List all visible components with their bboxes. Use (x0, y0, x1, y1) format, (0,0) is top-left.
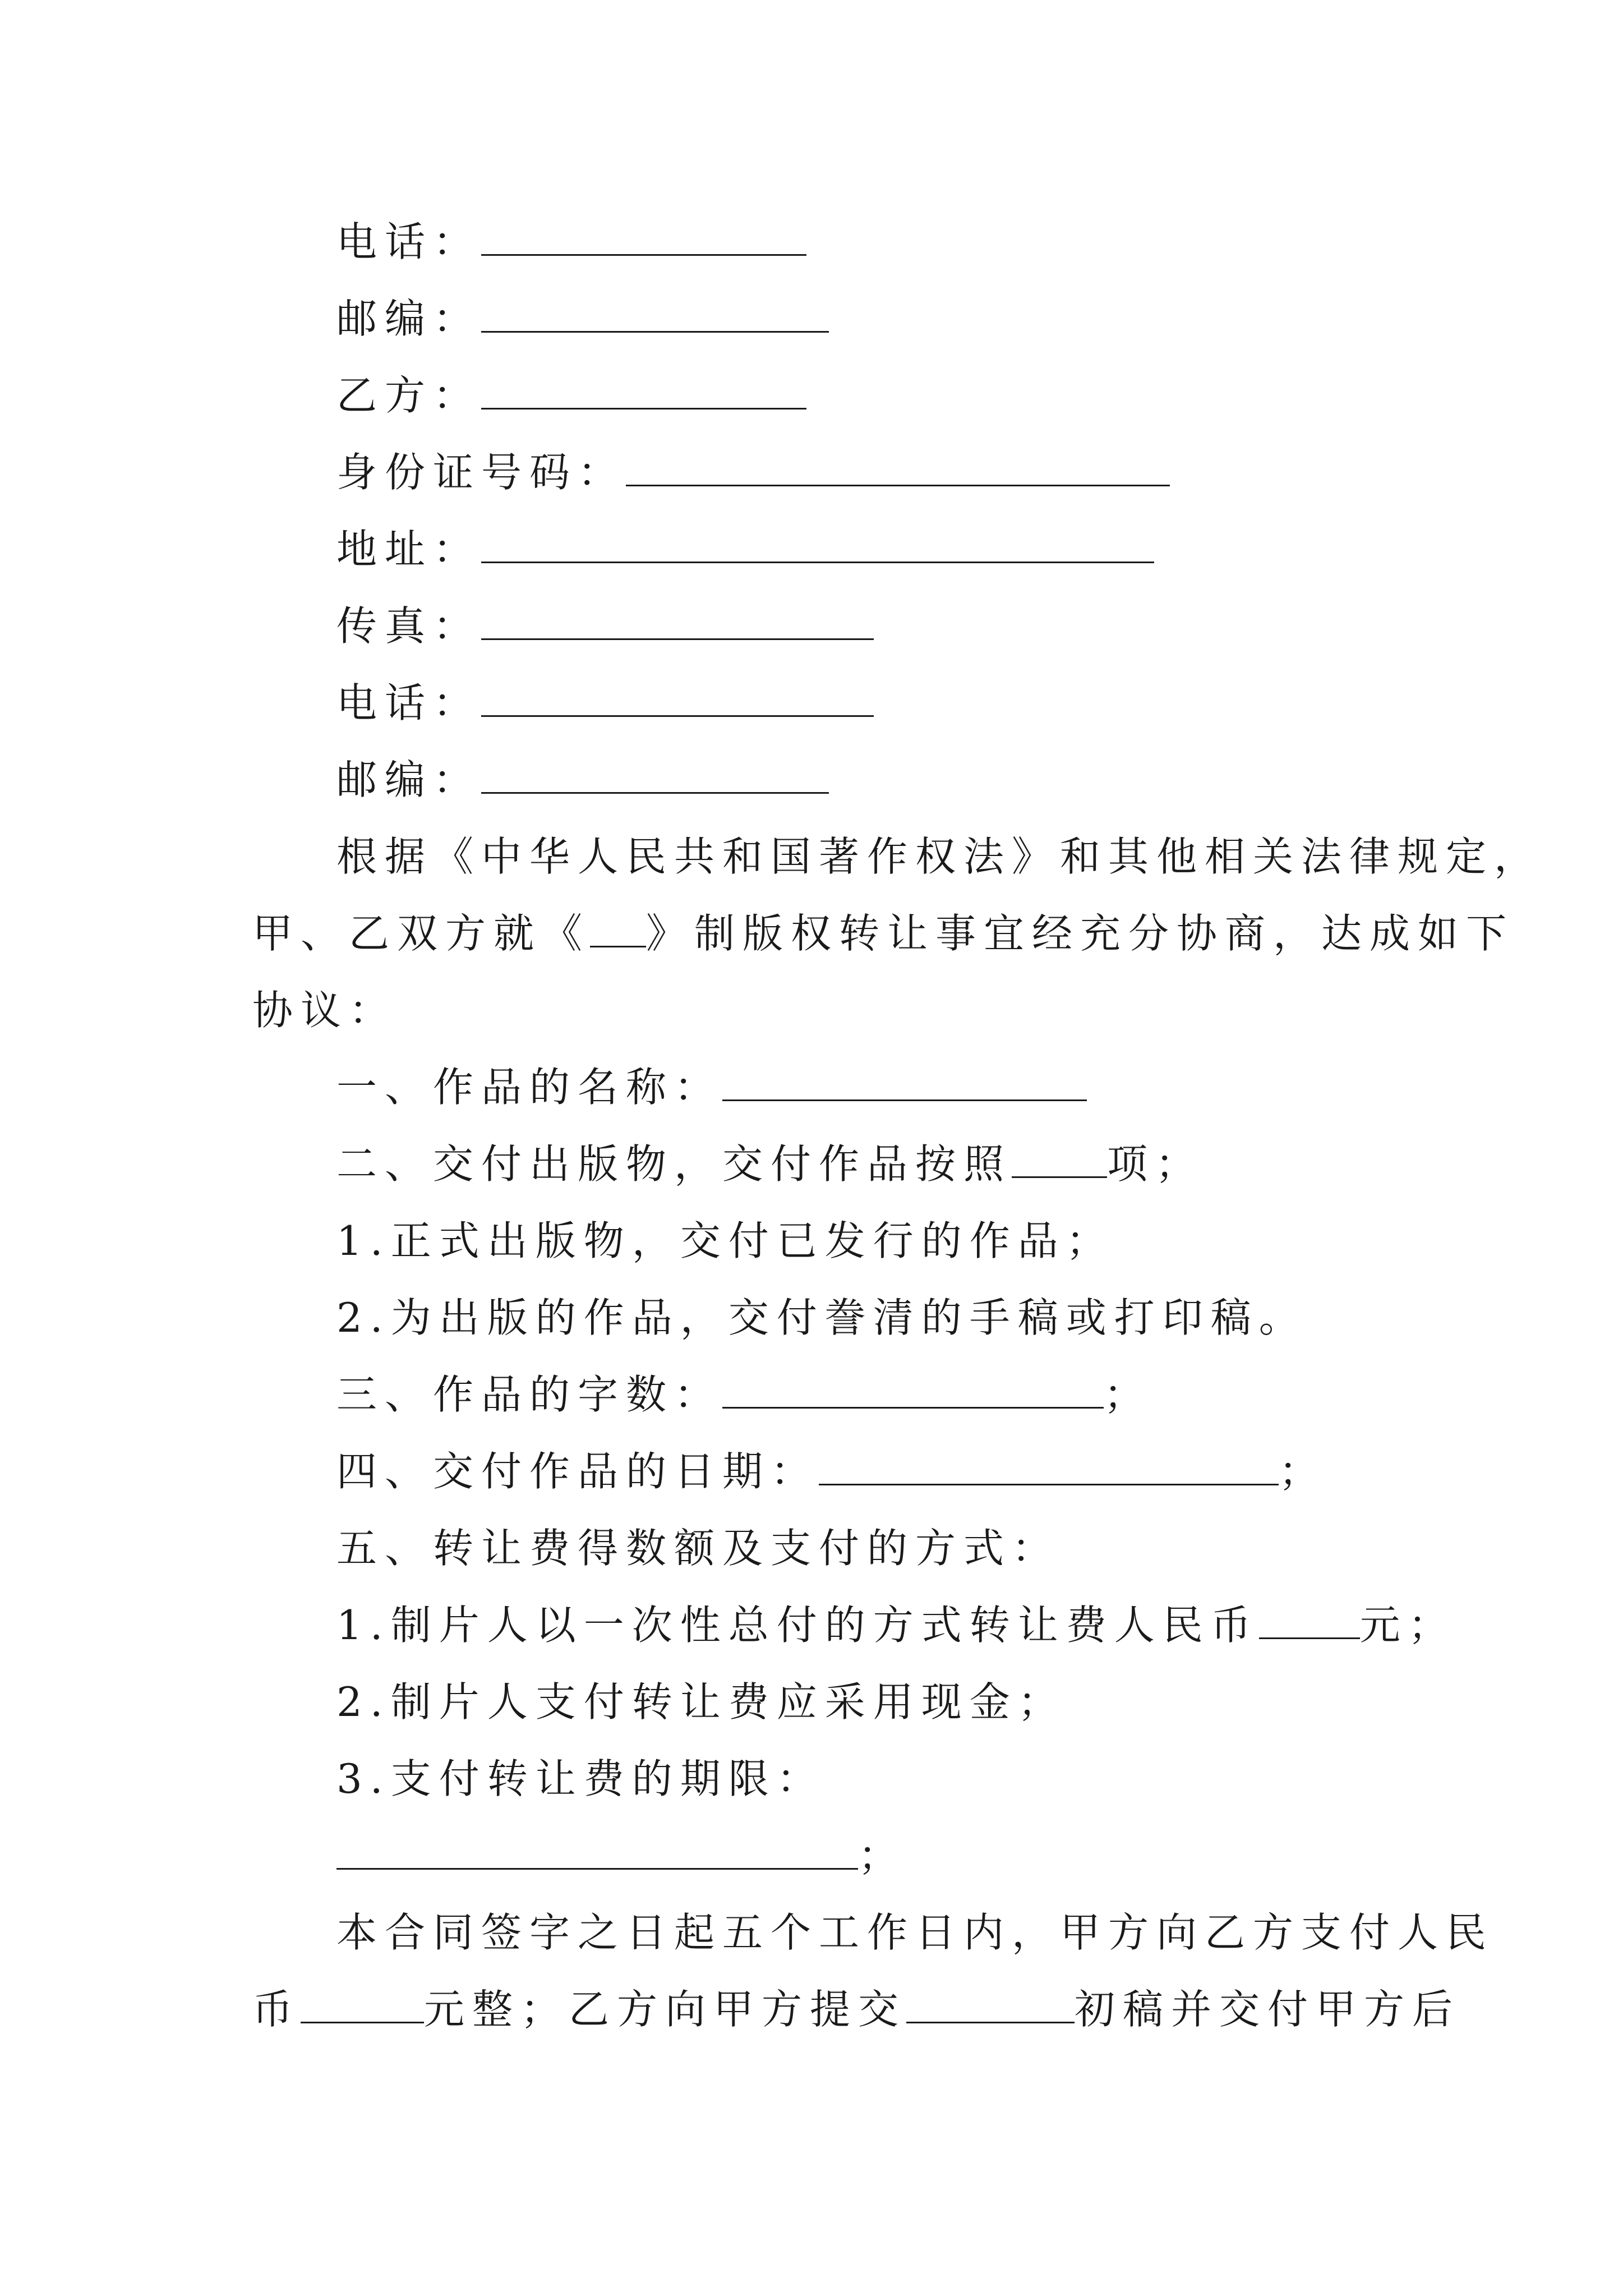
delivery-item-blank[interactable] (1012, 1143, 1107, 1178)
intro-text: 》制版权转让事宜经充分协商，达成如下 (646, 910, 1515, 957)
payment-deadline-line (336, 1830, 906, 1881)
payment-deadline-blank[interactable] (336, 1834, 858, 1870)
word-count-blank[interactable] (722, 1373, 1104, 1409)
postcode-blank[interactable] (481, 758, 829, 794)
item-label: ； (1279, 1448, 1327, 1495)
item-2-1 (336, 1215, 1114, 1267)
payment-amount-blank[interactable] (301, 1988, 424, 2023)
work-title-blank[interactable] (590, 912, 646, 947)
item-5-2 (336, 1676, 1066, 1728)
fee-amount-blank[interactable] (1259, 1604, 1360, 1639)
draft-blank[interactable] (906, 1988, 1075, 2023)
intro-text: 协议： (252, 987, 398, 1034)
intro-text: 甲、乙双方就《 (252, 910, 591, 957)
phone-label: 电话： (336, 218, 482, 265)
closing-text: 币 (252, 1986, 301, 2033)
item-text: 元； (1359, 1602, 1456, 1649)
item-3-word-count (336, 1369, 1152, 1420)
item-text: 1.制片人以一次性总付的方式转让费人民币 (336, 1602, 1259, 1649)
item-text: 1.正式出版物，交付已发行的作品； (336, 1217, 1114, 1264)
closing-text: 本合同签字之日起五个工作日内，甲方向乙方支付人民 (336, 1909, 1495, 1956)
item-label: ； (1104, 1371, 1152, 1418)
intro-line-1 (336, 831, 1542, 882)
delivery-date-blank[interactable] (819, 1450, 1279, 1485)
closing-line-1 (336, 1907, 1494, 1958)
item-5-1 (336, 1599, 1456, 1651)
postcode-label: 邮编： (336, 756, 482, 803)
work-name-blank[interactable] (722, 1066, 1087, 1101)
item-label: 五、转让费得数额及支付的方式： (336, 1525, 1061, 1572)
item-1-work-name (336, 1061, 1087, 1113)
item-2-2 (336, 1292, 1307, 1343)
party-b-blank[interactable] (481, 374, 806, 409)
postcode-blank[interactable] (481, 297, 829, 333)
id-number-line (336, 447, 1170, 498)
id-number-label: 身份证号码： (336, 449, 626, 496)
phone-blank[interactable] (481, 682, 874, 717)
party-b-label: 乙方： (336, 372, 482, 419)
address-line (336, 523, 1154, 575)
postcode-label: 邮编： (336, 295, 482, 342)
item-label: 一、作品的名称： (336, 1064, 723, 1111)
closing-text: 初稿并交付甲方后 (1075, 1986, 1461, 2033)
item-label: 三、作品的字数： (336, 1371, 723, 1418)
item-label: 四、交付作品的日期： (336, 1448, 819, 1495)
postcode-line-2 (336, 754, 829, 806)
phone-line-2 (336, 677, 874, 729)
intro-line-3 (252, 984, 397, 1036)
item-2-delivery (336, 1138, 1204, 1190)
address-blank[interactable] (481, 528, 1154, 563)
postcode-line-1 (336, 293, 829, 344)
fax-label: 传真： (336, 602, 482, 650)
item-text: 2.为出版的作品，交付誊清的手稿或打印稿。 (336, 1294, 1307, 1341)
item-5-fee (336, 1522, 1060, 1574)
item-4-delivery-date (336, 1446, 1327, 1497)
item-label: 二、交付出版物，交付作品按照 (336, 1140, 1012, 1188)
item-text: ； (858, 1832, 907, 1879)
intro-text: 根据《中华人民共和国著作权法》和其他相关法律规定， (336, 833, 1543, 880)
party-b-line (336, 370, 806, 421)
phone-label: 电话： (336, 679, 482, 726)
closing-line-2 (252, 1984, 1460, 2035)
address-label: 地址： (336, 526, 482, 573)
intro-line-2 (252, 908, 1514, 959)
id-number-blank[interactable] (626, 451, 1170, 486)
item-5-3 (336, 1753, 825, 1805)
item-text: 2.制片人支付转让费应采用现金； (336, 1678, 1066, 1726)
fax-line (336, 600, 874, 652)
fax-blank[interactable] (481, 605, 874, 640)
item-text: 3.支付转让费的期限： (336, 1755, 825, 1802)
item-label: 项； (1107, 1140, 1204, 1188)
closing-text: 元整；乙方向甲方提交 (424, 1986, 907, 2033)
phone-line-1 (336, 216, 806, 268)
phone-blank[interactable] (481, 220, 806, 256)
